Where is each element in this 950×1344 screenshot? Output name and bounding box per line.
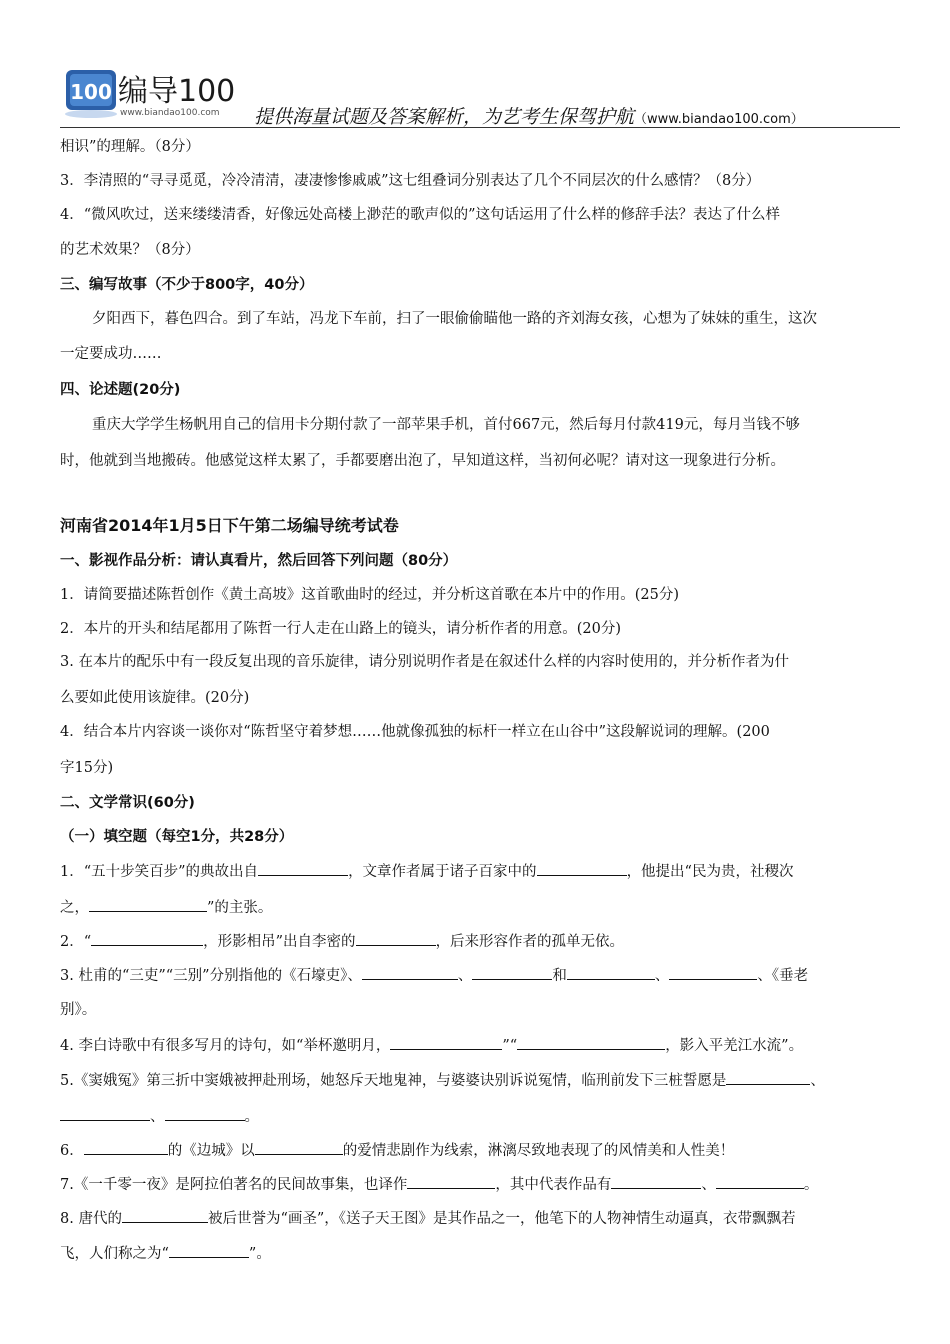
- question-text: ”“: [502, 1038, 518, 1054]
- film-question-1: 1．请简要描述陈哲创作《黄土高坡》这首歌曲时的经过，并分析这首歌在本片中的作用。(25分): [60, 587, 679, 603]
- essay-prompt: 重庆大学学生杨帆用自己的信用卡分期付款了一部苹果手机，首付667元，然后每月付款419元，每月当钱不够: [92, 417, 800, 433]
- slogan-text: 提供海量试题及答案解析，为艺考生保驾护航: [254, 106, 635, 128]
- question-text: ，文章作者属于诸子百家中的: [348, 864, 537, 880]
- question-text: 2．“: [60, 934, 92, 950]
- answer-blank[interactable]: [472, 965, 552, 980]
- question-4: 4．“微风吹过，送来缕缕清香，好像远处高楼上渺茫的歌声似的”这句话运用了什么样的修辞手法？表达了什么样: [60, 207, 781, 223]
- question-text: 、: [701, 1177, 716, 1193]
- section-heading-1: 一、影视作品分析：请认真看片，然后回答下列问题（80分）: [60, 553, 458, 569]
- film-question-2: 2．本片的开头和结尾都用了陈哲一行人走在山路上的镜头，请分析作者的用意。(20分): [60, 621, 621, 637]
- fill-question-1-cont: [60, 897, 900, 918]
- answer-blank[interactable]: [517, 1035, 665, 1050]
- film-question-3-cont: 么要如此使用该旋律。(20分): [60, 690, 250, 706]
- answer-blank[interactable]: [165, 1106, 245, 1121]
- logo-text: 编导100: [118, 74, 236, 109]
- answer-blank[interactable]: [669, 965, 757, 980]
- question-text: 、《垂老: [757, 968, 809, 984]
- question-3: 3．李清照的“寻寻觅觅，冷冷清清，凄凄惨惨戚戚”这七组叠词分别表达了几个不同层次的什么感情？（8分）: [60, 173, 761, 189]
- question-text: ，形影相吊”出自李密的: [203, 934, 356, 950]
- fill-question-8-cont: [60, 1243, 900, 1264]
- question-text: 1．“五十步笑百步”的典故出自: [60, 864, 259, 880]
- text-line: 相识”的理解。（8分）: [60, 139, 200, 155]
- section-heading-4: 四、论述题(20分): [60, 382, 181, 398]
- svg-text:100: 100: [70, 80, 112, 104]
- question-text: ，他提出“民为贵，社稷次: [626, 864, 794, 880]
- answer-blank[interactable]: [716, 1174, 804, 1189]
- question-text: 8. 唐代的: [60, 1211, 122, 1227]
- answer-blank[interactable]: [122, 1208, 208, 1223]
- question-text: ”。: [248, 1246, 271, 1262]
- answer-blank[interactable]: [60, 1106, 150, 1121]
- answer-blank[interactable]: [89, 897, 207, 912]
- subsection-heading: （一）填空题（每空1分，共28分）: [60, 829, 294, 845]
- logo-url: www.biandao100.com: [120, 108, 220, 118]
- question-text: 、: [810, 1073, 825, 1089]
- header-divider: [60, 127, 900, 128]
- answer-blank[interactable]: [407, 1174, 495, 1189]
- fill-question-3-cont: 别》。: [60, 1002, 97, 1018]
- question-text: 。: [244, 1109, 259, 1125]
- question-text: 6．: [60, 1143, 84, 1159]
- question-text: 的爱情悲剧作为线索，淋漓尽致地表现了的风情美和人性美！: [342, 1143, 735, 1159]
- story-prompt-cont: 一定要成功……: [60, 346, 162, 362]
- answer-blank[interactable]: [537, 861, 627, 876]
- fill-question-5: [60, 1070, 900, 1091]
- answer-blank[interactable]: [362, 965, 458, 980]
- fill-question-2: [60, 931, 900, 952]
- question-text: 4. 李白诗歌中有很多写月的诗句，如“举杯邀明月，: [60, 1038, 391, 1054]
- header-slogan: [254, 102, 804, 129]
- answer-blank[interactable]: [726, 1070, 810, 1085]
- fill-question-4: [60, 1035, 900, 1056]
- question-text: 、: [654, 968, 670, 984]
- question-text: 3. 杜甫的“三吏”“三别”分别指他的《石壕吏》、: [60, 968, 362, 984]
- question-text: 和: [552, 968, 567, 984]
- film-question-3: 3. 在本片的配乐中有一段反复出现的音乐旋律，请分别说明作者是在叙述什么样的内容时使用的，并分析作者为什: [60, 654, 789, 670]
- story-prompt: 夕阳西下，暮色四合。到了车站，冯龙下车前，扫了一眼偷偷瞄他一路的齐刘海女孩，心想为了妹妹的重生，这次: [92, 311, 817, 327]
- answer-blank[interactable]: [356, 931, 436, 946]
- answer-blank[interactable]: [390, 1035, 502, 1050]
- exam-title: 河南省2014年1月5日下午第二场编导统考试卷: [60, 516, 399, 535]
- logo-100-icon: [60, 68, 122, 120]
- question-text: 。: [803, 1177, 819, 1193]
- question-text: ”的主张。: [207, 900, 273, 916]
- question-text: ，其中代表作品有: [495, 1177, 612, 1193]
- question-text: ，影入平羌江水流”。: [665, 1038, 804, 1054]
- question-text: 的《边城》以: [167, 1143, 255, 1159]
- film-question-4: 4．结合本片内容谈一谈你对“陈哲坚守着梦想……他就像孤独的标杆一样立在山谷中”这段解说词的理解。(200: [60, 724, 770, 740]
- answer-blank[interactable]: [258, 861, 348, 876]
- answer-blank[interactable]: [84, 1140, 168, 1155]
- biandao100-logo: [60, 64, 250, 126]
- answer-blank[interactable]: [91, 931, 203, 946]
- question-text: 飞，人们称之为“: [60, 1246, 169, 1262]
- question-text: 被后世誉为“画圣”，《送子天王图》是其作品之一，他笔下的人物神情生动逼真，衣带飘飘若: [207, 1211, 796, 1227]
- header-site-link[interactable]: （www.biandao100.com）: [634, 112, 804, 127]
- answer-blank[interactable]: [611, 1174, 701, 1189]
- fill-question-8: [60, 1208, 900, 1229]
- fill-question-7: [60, 1174, 900, 1195]
- text-line: 的艺术效果？（8分）: [60, 242, 200, 258]
- section-heading-2: 二、文学常识(60分): [60, 795, 195, 811]
- question-text: 、: [457, 968, 473, 984]
- answer-blank[interactable]: [169, 1243, 249, 1258]
- question-text: 5.《窦娥冤》第三折中窦娥被押赴刑场，她怒斥天地鬼神，与婆婆诀别诉说冤情，临刑前发下三桩誓愿是: [60, 1073, 727, 1089]
- fill-question-5-cont: [60, 1106, 900, 1127]
- question-text: 之，: [60, 900, 89, 916]
- fill-question-6: [60, 1140, 900, 1161]
- essay-prompt-cont: 时，他就到当地搬砖。他感觉这样太累了，手都要磨出泡了，早知道这样，当初何必呢？请对这一现象进行分析。: [60, 453, 785, 469]
- page-header: [60, 64, 900, 130]
- question-text: ，后来形容作者的孤单无依。: [435, 934, 625, 950]
- question-text: 7.《一千零一夜》是阿拉伯著名的民间故事集，也译作: [60, 1177, 408, 1193]
- question-text: 、: [150, 1109, 165, 1125]
- fill-question-1: [60, 861, 900, 882]
- fill-question-3: [60, 965, 900, 986]
- section-heading-3: 三、编写故事（不少于800字，40分）: [60, 277, 314, 293]
- answer-blank[interactable]: [567, 965, 655, 980]
- answer-blank[interactable]: [255, 1140, 343, 1155]
- film-question-4-cont: 字15分): [60, 760, 114, 776]
